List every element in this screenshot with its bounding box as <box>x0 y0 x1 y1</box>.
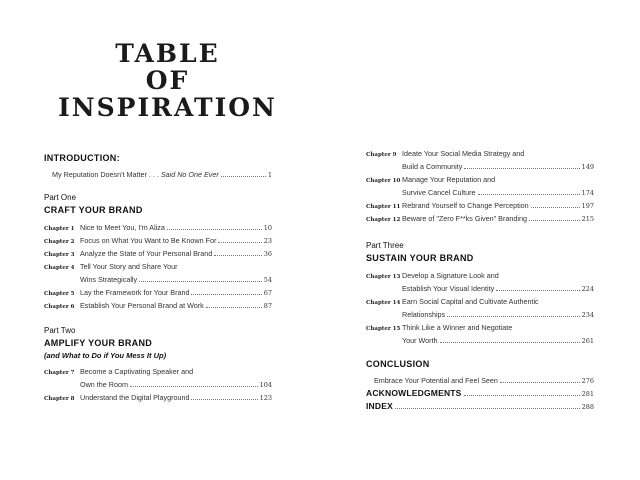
chapter-number: Chapter 12 <box>366 217 401 223</box>
chapter-title: Rebrand Yourself to Change Perception <box>402 201 529 210</box>
chapter-title: Beware of "Zero F**ks Given" Branding <box>402 214 527 223</box>
dot-leader <box>191 294 261 295</box>
chapter-number: Chapter 13 <box>366 274 401 280</box>
dot-leader <box>139 281 262 282</box>
dot-leader <box>464 168 579 169</box>
page-number: 215 <box>581 215 594 223</box>
chapter-number: Chapter 7 <box>44 370 75 376</box>
page-number: 174 <box>581 189 594 197</box>
chapter-title: Earn Social Capital and Cultivate Authentic <box>402 297 539 306</box>
dot-leader <box>500 382 580 383</box>
part-two-subtitle: (and What to Do if You Mess It Up) <box>44 351 167 360</box>
dot-leader <box>496 290 579 291</box>
toc-entry-intro[interactable] <box>44 170 272 179</box>
chapter-number: Chapter 2 <box>44 239 75 245</box>
toc-entry-index[interactable] <box>366 398 594 411</box>
toc-entry-chapter-2[interactable] <box>44 232 272 245</box>
dot-leader <box>529 220 580 221</box>
title-line-1: TABLE <box>115 39 220 68</box>
chapter-number: Chapter 15 <box>366 326 401 332</box>
page-number: 197 <box>581 202 594 210</box>
title-line-2: OF <box>145 66 190 95</box>
toc-entry-chapter-7[interactable] <box>44 363 272 389</box>
toc-entry-chapter-11[interactable] <box>366 197 594 210</box>
toc-entry-acknowledgments[interactable] <box>366 385 594 398</box>
intro-entry-italic: Said No One Ever <box>160 170 219 179</box>
toc-entry-chapter-3[interactable] <box>44 245 272 258</box>
index-heading: INDEX <box>366 401 393 411</box>
chapter-title-cont: Build a Community <box>402 162 463 171</box>
chapter-title: Develop a Signature Look and <box>402 271 499 280</box>
chapter-title-cont: Relationships <box>402 310 446 319</box>
chapter-title-cont: Establish Your Visual Identity <box>402 284 495 293</box>
toc-right-column <box>366 145 594 411</box>
page-number: 67 <box>263 289 272 297</box>
toc-entry-chapter-1[interactable] <box>44 219 272 232</box>
page-number: 87 <box>263 302 272 310</box>
part-one-title: CRAFT YOUR BRAND <box>44 205 143 215</box>
toc-entry-chapter-6[interactable] <box>44 297 272 310</box>
dot-leader <box>478 194 580 195</box>
part-one-label: Part One <box>44 193 77 202</box>
toc-entry-conclusion[interactable] <box>366 372 594 385</box>
page-number: 54 <box>263 276 272 284</box>
dot-leader <box>218 242 261 243</box>
chapter-title: Analyze the State of Your Personal Brand <box>80 249 213 258</box>
page-number: 261 <box>581 337 594 345</box>
part-two-title: AMPLIFY YOUR BRAND <box>44 338 153 348</box>
dot-leader <box>440 342 580 343</box>
intro-entry-text: My Reputation Doesn't Matter . . . <box>52 170 161 179</box>
chapter-title: Nice to Meet You, I'm Aliza <box>80 223 165 232</box>
conclusion-heading: CONCLUSION <box>366 359 430 369</box>
chapter-number: Chapter 10 <box>366 178 401 184</box>
page-number: 1 <box>267 171 272 179</box>
acknowledgments-heading: ACKNOWLEDGMENTS <box>366 388 462 398</box>
toc-entry-chapter-13[interactable] <box>366 267 594 293</box>
part-three-title: SUSTAIN YOUR BRAND <box>366 253 474 263</box>
chapter-title-cont: Your Worth <box>402 336 438 345</box>
chapter-number: Chapter 5 <box>44 291 75 297</box>
toc-left-column <box>44 153 272 402</box>
page-number: 234 <box>581 311 594 319</box>
dot-leader <box>531 207 580 208</box>
page-number: 123 <box>259 394 272 402</box>
chapter-title: Understand the Digital Playground <box>80 393 190 402</box>
dot-leader <box>395 408 580 409</box>
part-two-chapters-left <box>44 363 272 402</box>
chapter-title: Become a Captivating Speaker and <box>80 367 194 376</box>
page-number: 281 <box>581 390 594 398</box>
chapter-number: Chapter 6 <box>44 304 75 310</box>
page-number: 10 <box>263 224 272 232</box>
chapter-number: Chapter 4 <box>44 265 75 271</box>
page-number: 104 <box>259 381 272 389</box>
chapter-title: Lay the Framework for Your Brand <box>80 288 190 297</box>
dot-leader <box>191 399 257 400</box>
page-number: 23 <box>263 237 272 245</box>
part-three-chapters <box>366 267 594 345</box>
part-one-chapters <box>44 219 272 310</box>
chapter-title: Tell Your Story and Share Your <box>80 262 178 271</box>
part-three-label: Part Three <box>366 241 404 250</box>
dot-leader <box>167 229 262 230</box>
dot-leader <box>464 395 580 396</box>
part-two-label: Part Two <box>44 326 76 335</box>
toc-entry-chapter-12[interactable] <box>366 210 594 223</box>
intro-heading: INTRODUCTION: <box>44 153 120 163</box>
chapter-number: Chapter 9 <box>366 152 397 158</box>
chapter-number: Chapter 3 <box>44 252 75 258</box>
chapter-title: Ideate Your Social Media Strategy and <box>402 149 525 158</box>
page-number: 36 <box>263 250 272 258</box>
conclusion-entry-text: Embrace Your Potential and Feel Seen <box>374 376 498 385</box>
dot-leader <box>447 316 579 317</box>
toc-entry-chapter-9[interactable] <box>366 145 594 171</box>
chapter-title: Establish Your Personal Brand at Work <box>80 301 204 310</box>
dot-leader <box>130 386 258 387</box>
title-line-3: INSPIRATION <box>58 93 277 122</box>
chapter-number: Chapter 14 <box>366 300 401 306</box>
chapter-title-cont: Own the Room <box>80 380 128 389</box>
chapter-number: Chapter 1 <box>44 226 75 232</box>
dot-leader <box>206 307 262 308</box>
toc-entry-chapter-4[interactable] <box>44 258 272 284</box>
toc-entry-chapter-14[interactable] <box>366 293 594 319</box>
toc-entry-chapter-8[interactable] <box>44 389 272 402</box>
page-number: 224 <box>581 285 594 293</box>
page-number: 276 <box>581 377 594 385</box>
chapter-number: Chapter 8 <box>44 396 75 402</box>
toc-entry-chapter-10[interactable] <box>366 171 594 197</box>
page-number: 288 <box>581 403 594 411</box>
chapter-title-cont: Survive Cancel Culture <box>402 188 476 197</box>
chapter-title: Manage Your Reputation and <box>402 175 496 184</box>
dot-leader <box>214 255 261 256</box>
chapter-number: Chapter 11 <box>366 204 401 210</box>
chapter-title: Focus on What You Want to Be Known For <box>80 236 217 245</box>
toc-entry-chapter-15[interactable] <box>366 319 594 345</box>
page-title <box>40 40 295 121</box>
chapter-title-cont: Wins Strategically <box>80 275 138 284</box>
page-number: 149 <box>581 163 594 171</box>
dot-leader <box>221 176 266 177</box>
chapter-title: Think Like a Winner and Negotiate <box>402 323 513 332</box>
toc-entry-chapter-5[interactable] <box>44 284 272 297</box>
